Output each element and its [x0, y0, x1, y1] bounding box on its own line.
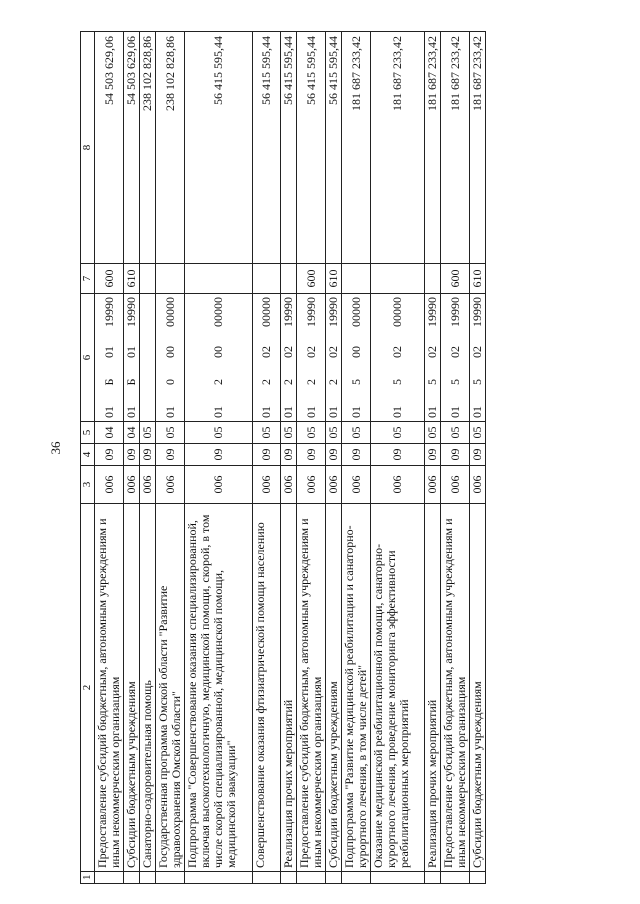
target-article-parts — [282, 297, 295, 418]
target-article-part: 01 — [101, 406, 116, 418]
target-article-parts — [212, 297, 225, 418]
section-code-cell: 09 — [470, 444, 486, 466]
amount-cell: 56 415 595,44 — [253, 32, 281, 264]
target-article-parts — [391, 297, 404, 418]
subsection-code-cell: 05 — [156, 422, 185, 444]
target-article-cell — [281, 294, 297, 422]
target-article-parts — [471, 297, 484, 418]
target-article-part: 01 — [101, 346, 116, 358]
chapter-code-cell: 006 — [253, 466, 281, 504]
target-article-part: Б — [101, 378, 116, 386]
target-article-cell — [371, 294, 425, 422]
row-name-cell: Предоставление субсидий бюджетным, автономным учреждениям и иным некоммерческим организациям — [95, 504, 124, 872]
target-article-cell — [140, 294, 156, 422]
table-row — [326, 32, 342, 884]
target-article-part: 02 — [259, 346, 273, 358]
subsection-code-cell: 05 — [371, 422, 425, 444]
chapter-code-cell: 006 — [371, 466, 425, 504]
target-article-part: 19990 — [101, 297, 116, 327]
table-row — [253, 32, 281, 884]
column-header: 7 — [81, 264, 95, 294]
column-header: 1 — [81, 872, 95, 884]
target-article-part: 00 — [162, 346, 177, 358]
target-article-part: 01 — [348, 406, 363, 418]
target-article-part: 2 — [303, 379, 318, 385]
row-name-cell: Санаторно-оздоровительная помощь — [140, 504, 156, 872]
row-number-cell — [425, 872, 441, 884]
subsection-code-cell: 05 — [342, 422, 371, 444]
table-row — [281, 32, 297, 884]
target-article-part: 19990 — [281, 297, 295, 327]
target-article-part: 01 — [303, 406, 318, 418]
expense-type-cell: 600 — [95, 264, 124, 294]
expense-type-cell — [140, 264, 156, 294]
target-article-cell — [95, 294, 124, 422]
target-article-part: 5 — [348, 379, 363, 385]
target-article-cell — [326, 294, 342, 422]
section-code-cell: 09 — [156, 444, 185, 466]
section-code-cell: 09 — [253, 444, 281, 466]
expense-type-cell — [342, 264, 371, 294]
target-article-part: 01 — [470, 406, 484, 418]
row-number-cell — [297, 872, 326, 884]
subsection-code-cell: 04 — [95, 422, 124, 444]
subsection-code-cell: 05 — [185, 422, 253, 444]
target-article-part: 00000 — [162, 297, 177, 327]
expense-type-cell: 610 — [124, 264, 140, 294]
amount-cell: 56 415 595,44 — [297, 32, 326, 264]
target-article-cell — [297, 294, 326, 422]
row-number-cell — [156, 872, 185, 884]
row-number-cell — [253, 872, 281, 884]
row-name-cell: Субсидии бюджетным учреждениям — [470, 504, 486, 872]
target-article-part: 5 — [425, 379, 439, 385]
section-code-cell: 09 — [441, 444, 470, 466]
expense-type-cell — [281, 264, 297, 294]
target-article-parts — [103, 297, 116, 418]
target-article-part: 02 — [447, 346, 462, 358]
expense-type-cell — [185, 264, 253, 294]
target-article-part: 01 — [390, 406, 404, 418]
expense-type-cell — [156, 264, 185, 294]
target-article-cell — [253, 294, 281, 422]
amount-cell: 56 415 595,44 — [326, 32, 342, 264]
chapter-code-cell: 006 — [297, 466, 326, 504]
column-header: 8 — [81, 32, 95, 264]
target-article-part: 01 — [259, 406, 273, 418]
amount-cell: 181 687 233,42 — [425, 32, 441, 264]
amount-cell: 181 687 233,42 — [371, 32, 425, 264]
row-name-cell: Реализация прочих мероприятий — [281, 504, 297, 872]
row-name-cell: Оказание медицинской реабилитационной помощи, санаторно-курортного лечения, проведение мониторинга эффективности реабилитационных мероприятий — [371, 504, 425, 872]
target-article-part: 02 — [390, 346, 404, 358]
subsection-code-cell: 05 — [281, 422, 297, 444]
table-row — [441, 32, 470, 884]
column-header: 3 — [81, 466, 95, 504]
target-article-part: 0 — [162, 379, 177, 385]
target-article-part: 19990 — [303, 297, 318, 327]
table-row — [297, 32, 326, 884]
row-name-cell: Реализация прочих мероприятий — [425, 504, 441, 872]
chapter-code-cell: 006 — [140, 466, 156, 504]
row-number-cell — [342, 872, 371, 884]
row-name-cell: Совершенствование оказания фтизиатрической помощи населению — [253, 504, 281, 872]
section-code-cell: 09 — [425, 444, 441, 466]
table-row — [124, 32, 140, 884]
section-code-cell: 09 — [297, 444, 326, 466]
section-code-cell: 09 — [326, 444, 342, 466]
chapter-code-cell: 006 — [185, 466, 253, 504]
target-article-parts — [449, 297, 462, 418]
chapter-code-cell: 006 — [156, 466, 185, 504]
table-row — [95, 32, 124, 884]
chapter-code-cell: 006 — [326, 466, 342, 504]
budget-table-container — [80, 32, 614, 884]
target-article-part: 02 — [326, 346, 340, 358]
target-article-part: 02 — [425, 346, 439, 358]
amount-cell: 181 687 233,42 — [441, 32, 470, 264]
target-article-part: 00000 — [348, 297, 363, 327]
row-name-cell: Государственная программа Омской области "Развитие здравоохранения Омской области" — [156, 504, 185, 872]
row-number-cell — [326, 872, 342, 884]
amount-cell: 56 415 595,44 — [281, 32, 297, 264]
table-body — [95, 32, 486, 884]
target-article-part: 01 — [124, 346, 138, 358]
chapter-code-cell: 006 — [124, 466, 140, 504]
target-article-part: 19990 — [447, 297, 462, 327]
chapter-code-cell: 006 — [470, 466, 486, 504]
section-code-cell: 09 — [342, 444, 371, 466]
target-article-cell — [124, 294, 140, 422]
target-article-part: 19990 — [124, 297, 138, 327]
subsection-code-cell: 05 — [297, 422, 326, 444]
section-code-cell: 09 — [371, 444, 425, 466]
subsection-code-cell: 05 — [425, 422, 441, 444]
target-article-part: 00000 — [390, 297, 404, 327]
amount-cell: 54 503 629,06 — [95, 32, 124, 264]
row-number-cell — [140, 872, 156, 884]
target-article-part: 2 — [259, 379, 273, 385]
target-article-parts — [260, 297, 273, 418]
amount-cell: 54 503 629,06 — [124, 32, 140, 264]
table-row — [140, 32, 156, 884]
row-number-cell — [281, 872, 297, 884]
target-article-parts — [327, 297, 340, 418]
header-row — [81, 32, 95, 884]
target-article-parts — [164, 297, 177, 418]
row-name-cell: Предоставление субсидий бюджетным, автономным учреждениям и иным некоммерческим организациям — [441, 504, 470, 872]
chapter-code-cell: 006 — [281, 466, 297, 504]
row-number-cell — [185, 872, 253, 884]
target-article-part: 01 — [447, 406, 462, 418]
section-code-cell: 09 — [140, 444, 156, 466]
target-article-part: 5 — [390, 379, 404, 385]
table-row — [470, 32, 486, 884]
page-number: 36 — [48, 441, 63, 455]
target-article-part: 02 — [470, 346, 484, 358]
target-article-part: 5 — [470, 379, 484, 385]
table-row — [342, 32, 371, 884]
column-header: 4 — [81, 444, 95, 466]
chapter-code-cell: 006 — [95, 466, 124, 504]
subsection-code-cell: 05 — [441, 422, 470, 444]
row-number-cell — [95, 872, 124, 884]
expense-type-cell: 610 — [470, 264, 486, 294]
amount-cell: 238 102 828,86 — [156, 32, 185, 264]
column-header: 5 — [81, 422, 95, 444]
target-article-part: 19990 — [326, 297, 340, 327]
amount-cell: 238 102 828,86 — [140, 32, 156, 264]
column-header: 2 — [81, 504, 95, 872]
row-number-cell — [124, 872, 140, 884]
row-name-cell: Субсидии бюджетным учреждениям — [326, 504, 342, 872]
target-article-part: 01 — [281, 406, 295, 418]
target-article-part: 02 — [281, 346, 295, 358]
target-article-part: 5 — [447, 379, 462, 385]
rotated-table-area — [80, 32, 614, 884]
expense-type-cell: 600 — [441, 264, 470, 294]
table-row — [156, 32, 185, 884]
target-article-part: 01 — [326, 406, 340, 418]
subsection-code-cell: 05 — [470, 422, 486, 444]
target-article-part: 01 — [425, 406, 439, 418]
target-article-parts — [350, 297, 363, 418]
target-article-parts — [305, 297, 318, 418]
row-name-cell: Предоставление субсидий бюджетным, автономным учреждениям и иным некоммерческим организациям — [297, 504, 326, 872]
row-number-cell — [441, 872, 470, 884]
expense-type-cell — [371, 264, 425, 294]
row-number-cell — [371, 872, 425, 884]
target-article-part: 2 — [326, 379, 340, 385]
row-name-cell: Подпрограмма "Развитие медицинской реабилитации и санаторно-курортного лечения, в том числе детей" — [342, 504, 371, 872]
row-name-cell: Субсидии бюджетным учреждениям — [124, 504, 140, 872]
chapter-code-cell: 006 — [441, 466, 470, 504]
target-article-part: 01 — [124, 406, 138, 418]
target-article-parts — [125, 297, 138, 418]
chapter-code-cell: 006 — [342, 466, 371, 504]
table-row — [371, 32, 425, 884]
target-article-part: Б — [124, 378, 138, 386]
budget-table — [80, 31, 486, 884]
target-article-part: 00000 — [211, 297, 225, 327]
target-article-cell — [156, 294, 185, 422]
column-header: 6 — [81, 294, 95, 422]
target-article-cell — [425, 294, 441, 422]
expense-type-cell: 610 — [326, 264, 342, 294]
target-article-cell — [441, 294, 470, 422]
row-number-cell — [470, 872, 486, 884]
table-row — [185, 32, 253, 884]
amount-cell: 181 687 233,42 — [470, 32, 486, 264]
expense-type-cell: 600 — [297, 264, 326, 294]
subsection-code-cell: 05 — [253, 422, 281, 444]
amount-cell: 181 687 233,42 — [342, 32, 371, 264]
target-article-part: 00 — [348, 346, 363, 358]
table-row — [425, 32, 441, 884]
target-article-part: 2 — [281, 379, 295, 385]
target-article-cell — [342, 294, 371, 422]
target-article-part: 01 — [211, 406, 225, 418]
target-article-cell — [470, 294, 486, 422]
amount-cell: 56 415 595,44 — [185, 32, 253, 264]
chapter-code-cell: 006 — [425, 466, 441, 504]
subsection-code-cell: 05 — [140, 422, 156, 444]
expense-type-cell — [253, 264, 281, 294]
target-article-part: 19990 — [425, 297, 439, 327]
target-article-part: 19990 — [470, 297, 484, 327]
subsection-code-cell: 05 — [326, 422, 342, 444]
expense-type-cell — [425, 264, 441, 294]
target-article-part: 00000 — [259, 297, 273, 327]
section-code-cell: 09 — [95, 444, 124, 466]
section-code-cell: 09 — [281, 444, 297, 466]
target-article-part: 2 — [211, 379, 225, 385]
target-article-parts — [426, 297, 439, 418]
target-article-part: 01 — [162, 406, 177, 418]
target-article-cell — [185, 294, 253, 422]
target-article-part: 00 — [211, 346, 225, 358]
section-code-cell: 09 — [124, 444, 140, 466]
subsection-code-cell: 04 — [124, 422, 140, 444]
target-article-part: 02 — [303, 346, 318, 358]
section-code-cell: 09 — [185, 444, 253, 466]
row-name-cell: Подпрограмма "Совершенствование оказания специализированной, включая высокотехнологичную, медицинской помощи, скорой, в том числе скорой специализированной, медицинской помощи, медицинской эвакуации" — [185, 504, 253, 872]
